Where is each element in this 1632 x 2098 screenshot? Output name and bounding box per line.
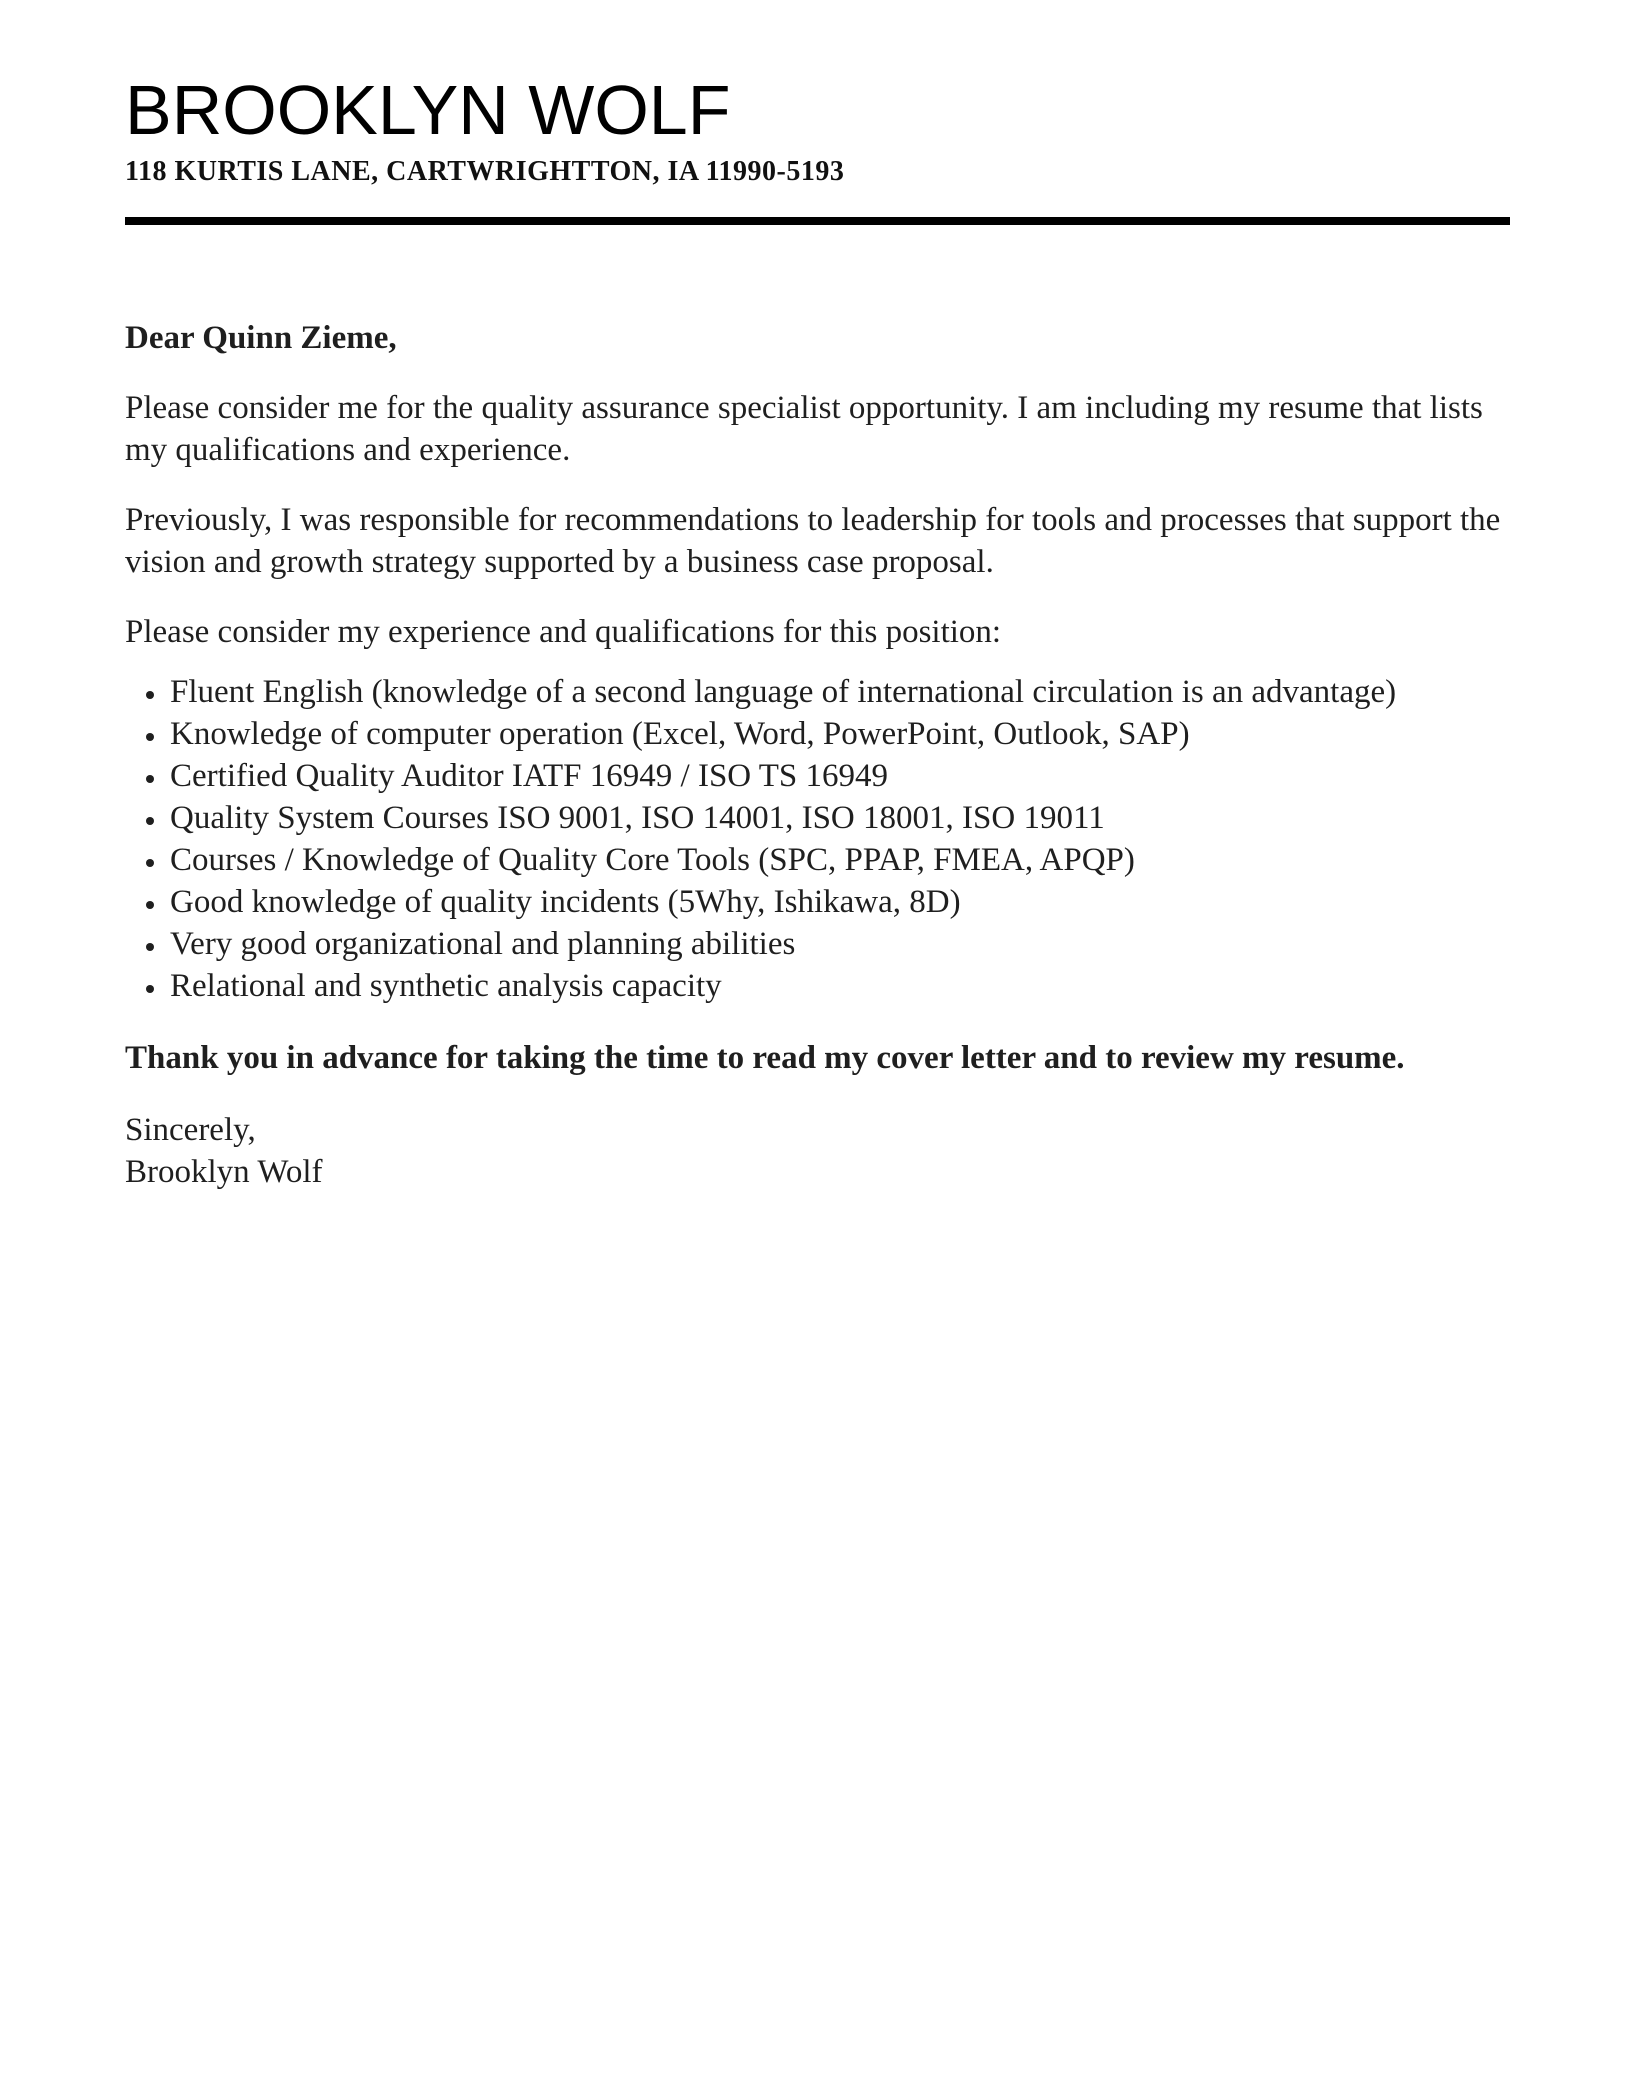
letter-body bbox=[125, 317, 1510, 1193]
paragraph-qualifications-lead: Please consider my experience and qualifications for this position: bbox=[125, 613, 1002, 650]
qualification-item: • Relational and synthetic analysis capacity bbox=[168, 965, 1510, 1007]
header-divider bbox=[125, 217, 1510, 225]
qualification-item: • Very good organizational and planning abilities bbox=[168, 923, 1510, 965]
qualification-item: • Fluent English (knowledge of a second language of international circulation is an advantage) bbox=[168, 671, 1510, 713]
sender-address: 118 KURTIS LANE, CARTWRIGHTTON, IA 11990-5193 bbox=[125, 156, 845, 187]
sender-name: BROOKLYN WOLF bbox=[125, 71, 731, 149]
signoff: Sincerely, bbox=[125, 1111, 256, 1148]
qualification-item: • Knowledge of computer operation (Excel, Word, PowerPoint, Outlook, SAP) bbox=[168, 713, 1510, 755]
letter-header bbox=[125, 71, 1510, 225]
qualification-item: • Quality System Courses ISO 9001, ISO 14001, ISO 18001, ISO 19011 bbox=[168, 797, 1510, 839]
signature-name: Brooklyn Wolf bbox=[125, 1153, 323, 1190]
qualifications-list bbox=[125, 671, 1510, 1007]
qualification-item: • Courses / Knowledge of Quality Core Tools (SPC, PPAP, FMEA, APQP) bbox=[168, 839, 1510, 881]
qualification-item: • Certified Quality Auditor IATF 16949 / ISO TS 16949 bbox=[168, 755, 1510, 797]
paragraph-intro: Please consider me for the quality assurance specialist opportunity. I am including my resume that lists my qualifications and experience. bbox=[125, 389, 1483, 468]
salutation: Dear Quinn Zieme, bbox=[125, 319, 397, 356]
signoff-block bbox=[125, 1109, 1510, 1193]
qualification-item: • Good knowledge of quality incidents (5Why, Ishikawa, 8D) bbox=[168, 881, 1510, 923]
closing-thanks: Thank you in advance for taking the time to read my cover letter and to review my resume. bbox=[125, 1039, 1405, 1076]
paragraph-experience: Previously, I was responsible for recommendations to leadership for tools and processes that support the vision and growth strategy supported by a business case proposal. bbox=[125, 501, 1501, 580]
